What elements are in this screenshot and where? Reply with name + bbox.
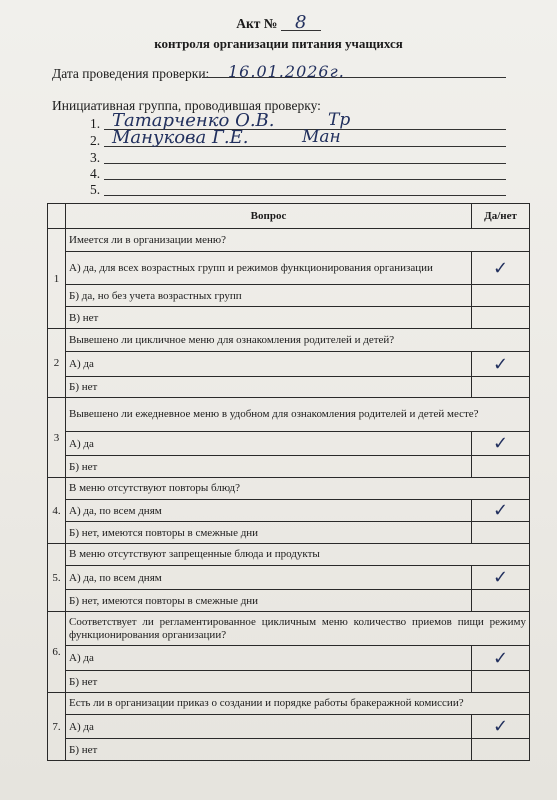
option-row [48, 566, 530, 590]
option-row [48, 671, 530, 693]
option-text: Б) нет [66, 671, 472, 693]
option-row [48, 715, 530, 739]
question-row [48, 544, 530, 566]
question-num: 1 [48, 229, 66, 329]
questionnaire-table [47, 203, 530, 761]
question-num: 2 [48, 329, 66, 398]
option-text: В) нет [66, 307, 472, 329]
member-row-5 [90, 182, 100, 198]
option-text: А) да [66, 715, 472, 739]
question-text: Есть ли в организации приказ о создании и порядке работы бракеражной комиссии? [66, 693, 530, 715]
act-subtitle: контроля организации питания учащихся [154, 36, 403, 51]
member-num: 5. [90, 182, 101, 197]
member-signature: Тр [328, 110, 351, 130]
option-row [48, 252, 530, 285]
answer-cell [472, 590, 530, 612]
table-header-row [48, 204, 530, 229]
option-text: А) да [66, 432, 472, 456]
member-name: Татарченко О.В. [112, 110, 275, 131]
option-row [48, 739, 530, 761]
answer-cell [472, 671, 530, 693]
question-num: 3 [48, 398, 66, 478]
member-line [104, 163, 506, 164]
question-header: Вопрос [66, 204, 472, 229]
member-line [104, 179, 506, 180]
option-row [48, 432, 530, 456]
member-name: Манукова Г.Е. [112, 127, 249, 148]
option-text: Б) нет [66, 456, 472, 478]
option-row [48, 377, 530, 398]
member-row-1 [90, 110, 351, 132]
answer-checkmark: ✓ [472, 566, 530, 590]
answer-checkmark: ✓ [472, 500, 530, 522]
option-row [48, 522, 530, 544]
question-row [48, 612, 530, 646]
question-text: Имеется ли в организации меню? [66, 229, 530, 252]
member-num: 1. [90, 116, 101, 131]
answer-checkmark: ✓ [472, 715, 530, 739]
option-row [48, 646, 530, 671]
date-value: 16.01.2026г. [228, 62, 345, 81]
member-signature: Ман [302, 127, 341, 147]
member-num: 4. [90, 166, 101, 181]
question-text: Вывешено ли ежедневное меню в удобном для ознакомления родителей и детей месте? [66, 398, 530, 432]
question-text: Соответствует ли регламентированное цикличным меню количество приемов пищи режиму функционирования организации? [66, 612, 530, 646]
option-text: А) да [66, 646, 472, 671]
answer-checkmark: ✓ [472, 646, 530, 671]
question-text: В меню отсутствуют повторы блюд? [66, 478, 530, 500]
answer-checkmark: ✓ [472, 252, 530, 285]
answer-cell [472, 522, 530, 544]
option-row [48, 307, 530, 329]
option-row [48, 285, 530, 307]
member-row-2 [90, 127, 341, 149]
num-header [48, 204, 66, 229]
question-num: 4. [48, 478, 66, 544]
answer-header: Да/нет [472, 204, 530, 229]
act-title [0, 12, 557, 33]
option-text: Б) да, но без учета возрастных групп [66, 285, 472, 307]
option-row [48, 590, 530, 612]
option-row [48, 352, 530, 377]
answer-cell [472, 377, 530, 398]
answer-checkmark: ✓ [472, 352, 530, 377]
answer-cell [472, 285, 530, 307]
option-text: А) да, по всем дням [66, 500, 472, 522]
option-text: А) да, для всех возрастных групп и режимов функционирования организации [66, 252, 472, 285]
question-row [48, 329, 530, 352]
question-row [48, 693, 530, 715]
option-text: Б) нет, имеются повторы в смежные дни [66, 522, 472, 544]
question-num: 5. [48, 544, 66, 612]
question-num: 6. [48, 612, 66, 693]
question-text: Вывешено ли цикличное меню для ознакомления родителей и детей? [66, 329, 530, 352]
member-row-3 [90, 150, 100, 166]
question-row [48, 478, 530, 500]
group-label: Инициативная группа, проводившая проверку: [52, 98, 321, 113]
question-text: В меню отсутствуют запрещенные блюда и продукты [66, 544, 530, 566]
option-row [48, 456, 530, 478]
option-row [48, 500, 530, 522]
option-text: А) да, по всем дням [66, 566, 472, 590]
answer-cell [472, 456, 530, 478]
question-row [48, 398, 530, 432]
option-text: А) да [66, 352, 472, 377]
answer-cell [472, 307, 530, 329]
question-num: 7. [48, 693, 66, 761]
member-num: 2. [90, 133, 101, 148]
act-title-prefix: Акт № [236, 16, 278, 31]
member-num: 3. [90, 150, 101, 165]
question-row [48, 229, 530, 252]
answer-cell [472, 739, 530, 761]
date-label: Дата проведения проверки: [52, 66, 210, 81]
option-text: Б) нет [66, 377, 472, 398]
option-text: Б) нет [66, 739, 472, 761]
member-line [104, 195, 506, 196]
option-text: Б) нет, имеются повторы в смежные дни [66, 590, 472, 612]
member-row-4 [90, 166, 100, 182]
answer-checkmark: ✓ [472, 432, 530, 456]
act-number: 8 [281, 16, 321, 31]
